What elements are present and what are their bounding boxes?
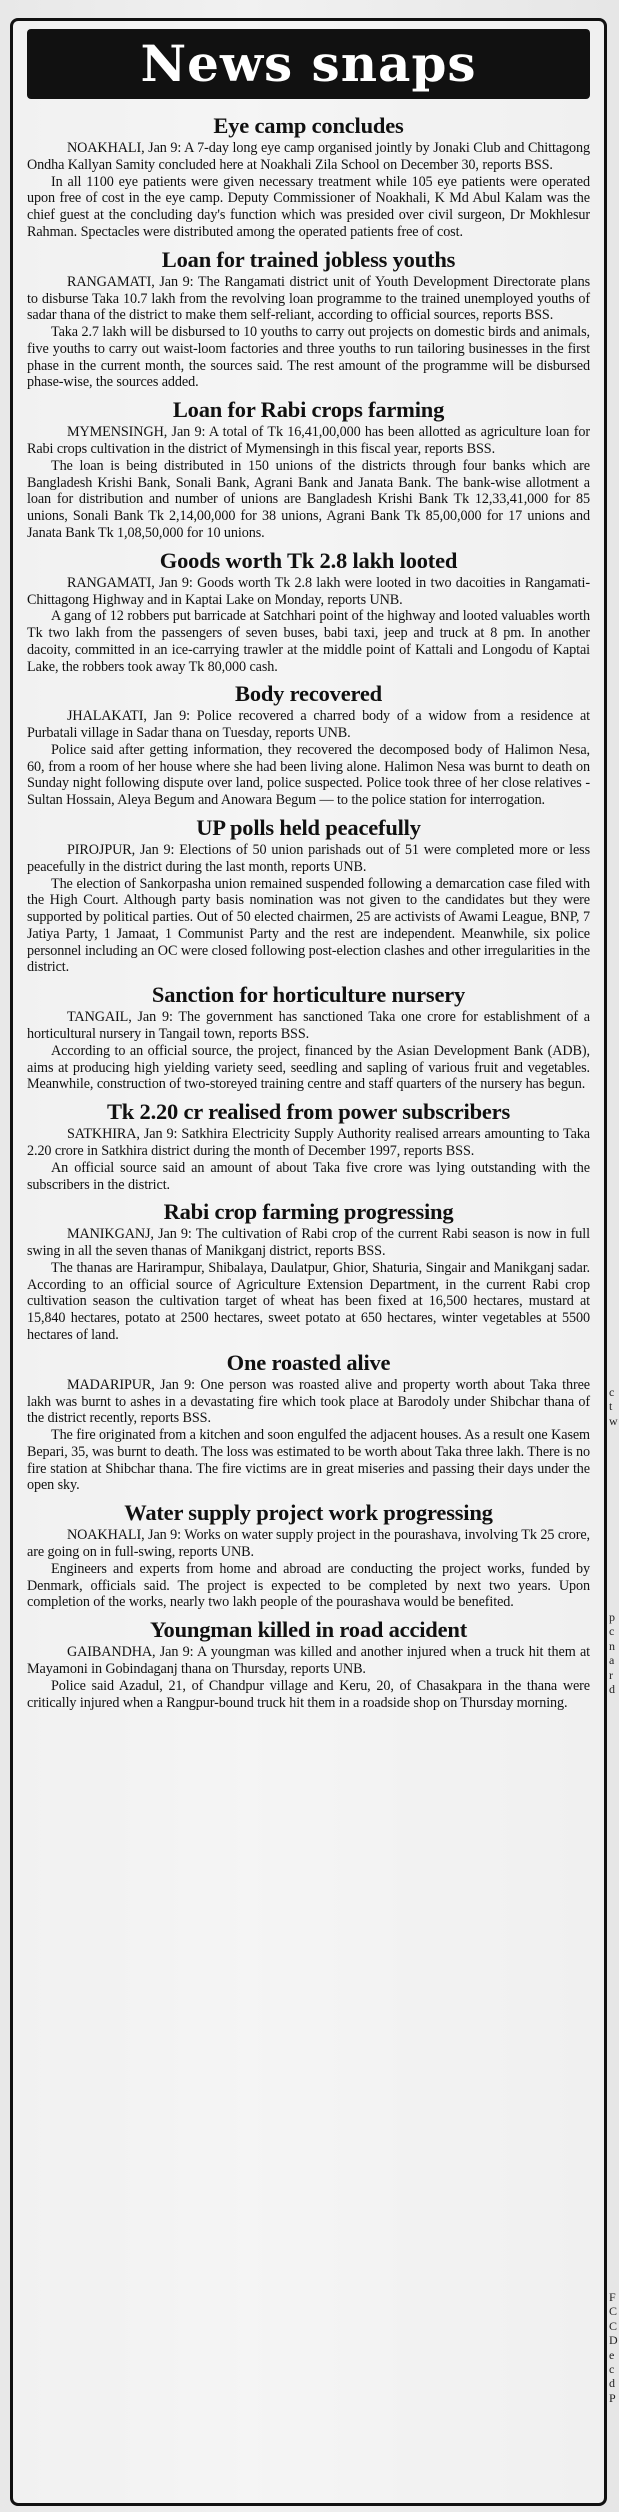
- news-story: [27, 681, 590, 809]
- margin-fragment-letter: C: [609, 2304, 618, 2319]
- adjacent-column-fragment-upper: [609, 1385, 619, 1428]
- news-story: [27, 247, 590, 391]
- story-lead-paragraph: JHALAKATI, Jan 9: Police recovered a charred body of a widow from a residence at Purbatali village in Sadar thana on Tuesday, reports UNB.: [27, 708, 590, 742]
- story-lead-paragraph: TANGAIL, Jan 9: The government has sanctioned Taka one crore for establishment of a horticultural nursery in Tangail town, reports BSS.: [27, 1009, 590, 1043]
- story-paragraph: According to an official source, the project, financed by the Asian Development Bank (ADB), aims at producing high yielding variety seed, seedling and sapling of various fruit and vegetables. Meanwhile, construction of two-storeyed training centre and staff quarters of the nursery has begun.: [27, 1042, 590, 1093]
- story-paragraph: The loan is being distributed in 150 unions of the districts through four banks which are Bangladesh Krishi Bank, Sonali Bank, Agrani Bank and Janata Bank. The bank-wise allotment a loan for distribution and number of unions are Bangladesh Krishi Bank Tk 12,33,41,000 for 85 unions, Sonali Bank Tk 2,14,00,000 for 38 unions, Agrani Bank Tk 85,00,000 for 17 unions and Janata Bank Tk 1,08,50,000 for 10 unions.: [27, 457, 590, 541]
- news-story: [27, 548, 590, 676]
- story-paragraph: The thanas are Harirampur, Shibalaya, Daulatpur, Ghior, Shaturia, Singair and Manikganj sadar. According to an official source of Agriculture Extension Department, in the current Rabi crop cultivation season the cultivation target of wheat has been fixed at 16,500 hectares, mustard at 15,840 hectares, potato at 2500 hectares, sweet potato at 650 hectares, winter vegetables at 5500 hectares of land.: [27, 1259, 590, 1343]
- masthead: [27, 29, 590, 99]
- story-headline: Youngman killed in road accident: [150, 1617, 467, 1643]
- story-paragraph: Police said Azadul, 21, of Chandpur village and Keru, 20, of Chasakpara in the thana were critically injured when a Rangpur-bound truck hit them in a roadside shop on Thursday morning.: [27, 1677, 590, 1711]
- margin-fragment-letter: p: [609, 1610, 615, 1624]
- story-lead-paragraph: MADARIPUR, Jan 9: One person was roasted alive and property worth about Taka three lakh was burnt to ashes in a devastating fire which took place at Barodoly under Shibchar thana of the district recently, reports BSS.: [27, 1376, 590, 1427]
- margin-fragment-letter: C: [609, 2318, 618, 2333]
- story-headline: Sanction for horticulture nursery: [151, 982, 466, 1008]
- margin-fragment-letter: e: [609, 2347, 615, 2362]
- margin-fragment-letter: d: [609, 1681, 615, 1696]
- margin-fragment-letter: r: [609, 1667, 613, 1682]
- story-lead-paragraph: SATKHIRA, Jan 9: Satkhira Electricity Supply Authority realised arrears amounting to Taka 2.20 crore in Satkhira district during the month of December 1997, reports BSS.: [27, 1126, 590, 1159]
- story-paragraph: The fire originated from a kitchen and soon engulfed the adjacent houses. As a result one Kasem Bepari, 35, was burnt to death. The loss was estimated to be worth about Taka three lakh. There is no fire station at Shibchar thana. The fire victims are in great miseries and passing their days under the open sky.: [27, 1427, 590, 1494]
- adjacent-column-fragment-middle: [609, 1610, 619, 1696]
- margin-fragment-letter: n: [609, 1638, 615, 1653]
- story-paragraph: Engineers and experts from home and abroad are conducting the project works, funded by Denmark, officials said. The project is expected to be completed by next two years. Upon completion of the works, nearly two lakh people of the pourashava would be benefited.: [27, 1560, 590, 1611]
- news-snaps-column: [10, 18, 607, 2506]
- story-headline: Goods worth Tk 2.8 lakh looted: [159, 547, 458, 573]
- news-story: [27, 1199, 590, 1343]
- masthead-title: News snaps: [140, 34, 477, 93]
- story-paragraph: Police said after getting information, they recovered the decomposed body of Halimon Nesa, 60, from a room of her house where she had been living alone. Halimon Nesa was burnt to death on Sunday night following dispute over land, police suspected. Police took three of her close relatives - Sultan Hossain, Aleya Begum and Anowara Begum — to the police station for interrogation.: [27, 741, 590, 809]
- margin-fragment-letter: w: [609, 1413, 618, 1428]
- margin-fragment-letter: d: [609, 2376, 615, 2391]
- story-paragraph: A gang of 12 robbers put barricade at Satchhari point of the highway and looted valuables worth Tk two lakh from the passengers of seven buses, babi taxi, jeep and truck at 8 pm. In another dacoity, committed in an ice-carrying trawler at the middle point of Kattali and Longodu of Kaptai Lake, the robbers took away Tk 80,000 cash.: [27, 608, 590, 675]
- margin-fragment-letter: c: [609, 2361, 615, 2376]
- story-paragraph: In all 1100 eye patients were given necessary treatment while 105 eye patients were operated upon free of cost in the eye camp. Deputy Commissioner of Noakhali, K Md Abul Kalam was the chief guest at the concluding day's function which was presided over civil surgeon, Dr Mokhlesur Rahman. Spectacles were distributed among the operated patients free of cost.: [27, 173, 590, 240]
- news-story: [27, 397, 590, 541]
- story-headline: One roasted alive: [226, 1349, 391, 1375]
- news-story: [27, 1617, 590, 1711]
- story-headline: Loan for Rabi crops farming: [172, 397, 445, 423]
- news-story: [27, 1500, 590, 1611]
- margin-fragment-letter: c: [609, 1624, 615, 1639]
- news-story: [27, 815, 590, 976]
- story-lead-paragraph: MYMENSINGH, Jan 9: A total of Tk 16,41,00,000 has been allotted as agriculture loan for Rabi crops cultivation in the district of Mymensingh in this fiscal year, reports BSS.: [27, 424, 590, 458]
- story-headline: Body recovered: [235, 681, 382, 707]
- story-paragraph: Taka 2.7 lakh will be disbursed to 10 youths to carry out projects on domestic birds and animals, five youths to carry out waist-loom factories and three youths to run tailoring businesses in the first phase in the current month, the sources said. The rest amount of the programme will be disbursed phase-wise, the sources added.: [27, 324, 590, 391]
- story-paragraph: An official source said an amount of about Taka five crore was lying outstanding with the subscribers in the district.: [27, 1159, 590, 1193]
- story-lead-paragraph: NOAKHALI, Jan 9: A 7-day long eye camp organised jointly by Jonaki Club and Chittagong Ondha Kallyan Samity concluded here at Noakhali Zila School on December 30, reports BSS.: [27, 140, 590, 173]
- story-headline: Tk 2.20 cr realised from power subscribers: [106, 1099, 511, 1125]
- margin-fragment-letter: t: [609, 1399, 613, 1414]
- story-headline: Loan for trained jobless youths: [161, 246, 456, 272]
- story-lead-paragraph: RANGAMATI, Jan 9: The Rangamati district unit of Youth Development Directorate plans to disburse Taka 10.7 lakh from the revolving loan programme to the trained unemployed youths of sadar thana of the district to make them self-reliant, according to official sources, reports BSS.: [27, 273, 590, 324]
- news-story: [27, 1350, 590, 1494]
- story-headline: Eye camp concludes: [213, 113, 404, 138]
- story-headline: Water supply project work progressing: [124, 1500, 493, 1526]
- story-headline: Rabi crop farming progressing: [163, 1199, 454, 1225]
- stories-list: [27, 113, 590, 1711]
- story-headline: UP polls held peacefully: [196, 814, 421, 840]
- story-lead-paragraph: NOAKHALI, Jan 9: Works on water supply project in the pourashava, involving Tk 25 crore, are going on in full-swing, reports UNB.: [27, 1527, 590, 1561]
- story-lead-paragraph: PIROJPUR, Jan 9: Elections of 50 union parishads out of 51 were completed more or less peacefully in the district during the last month, reports UNB.: [27, 842, 590, 875]
- margin-fragment-letter: D: [609, 2333, 618, 2348]
- story-lead-paragraph: GAIBANDHA, Jan 9: A youngman was killed and another injured when a truck hit them at Mayamoni in Gobindaganj thana on Thursday, reports UNB.: [27, 1644, 590, 1677]
- story-lead-paragraph: RANGAMATI, Jan 9: Goods worth Tk 2.8 lakh were looted in two dacoities in Rangamati-Chittagong Highway and in Kaptai Lake on Monday, reports UNB.: [27, 574, 590, 608]
- margin-fragment-letter: P: [609, 2390, 616, 2405]
- margin-fragment-letter: a: [609, 1653, 615, 1668]
- news-story: [27, 113, 590, 241]
- margin-fragment-letter: c: [609, 1385, 615, 1399]
- margin-fragment-letter: F: [609, 2290, 616, 2304]
- story-lead-paragraph: MANIKGANJ, Jan 9: The cultivation of Rabi crop of the current Rabi season is now in full swing in all the seven thanas of Manikganj district, reports BSS.: [27, 1226, 590, 1260]
- adjacent-column-fragment-lower: [609, 2290, 619, 2405]
- news-story: [27, 1099, 590, 1193]
- news-story: [27, 982, 590, 1093]
- story-paragraph: The election of Sankorpasha union remained suspended following a demarcation case filed with the High Court. Although party basis nomination was not given to the candidates but they were supported by political parties. Out of 50 elected chairmen, 25 are activists of Awami League, BNP, 7 Jatiya Party, 1 Jamaat, 1 Communist Party and the rest are independent. Meanwhile, six police personnel including an OC were closed following post-election clashes and other irregularities in the district.: [27, 875, 590, 976]
